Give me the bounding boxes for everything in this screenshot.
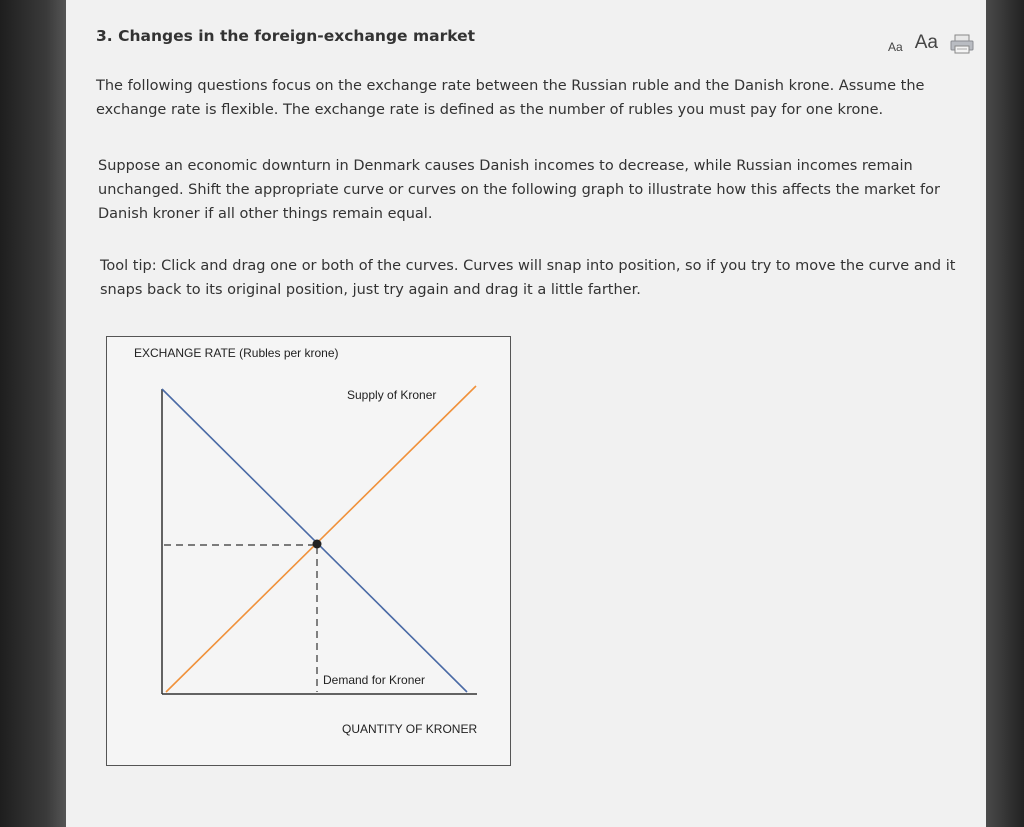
intro-paragraph: The following questions focus on the exchange rate between the Russian ruble and the Danish krone. Assume the exchange rate is flexible. The exchange rate is defined as the number of rubles you must pay for one krone. (96, 78, 925, 118)
graph-canvas (107, 337, 510, 765)
question-title: 3. Changes in the foreign-exchange market (96, 27, 476, 45)
equilibrium-point (313, 540, 322, 549)
print-icon[interactable] (950, 34, 974, 54)
y-axis-label: EXCHANGE RATE (Rubles per krone) (134, 346, 339, 360)
right-bezel (986, 0, 1024, 827)
font-size-controls (888, 32, 974, 54)
graph-panel (106, 336, 511, 766)
x-axis-label: QUANTITY OF KRONER (342, 722, 478, 736)
font-size-small-button[interactable]: Aa (888, 40, 903, 54)
scenario-paragraph: Suppose an economic downturn in Denmark causes Danish incomes to decrease, while Russian incomes remain unchanged. Shift the appropriate curve or curves on the following graph to illustrate how this affects the market for Danish kroner if all other things remain equal. (98, 158, 940, 222)
font-size-large-button[interactable]: Aa (914, 32, 938, 53)
supply-curve[interactable] (166, 386, 476, 692)
demand-curve-label: Demand for Kroner (323, 673, 426, 687)
question-panel (66, 0, 986, 827)
supply-curve-label: Supply of Kroner (347, 388, 437, 402)
left-bezel (0, 0, 66, 827)
tooltip-paragraph: Tool tip: Click and drag one or both of the curves. Curves will snap into position, so if you try to move the curve and it snaps back to its original position, just try again and drag it a little farther. (100, 258, 956, 298)
